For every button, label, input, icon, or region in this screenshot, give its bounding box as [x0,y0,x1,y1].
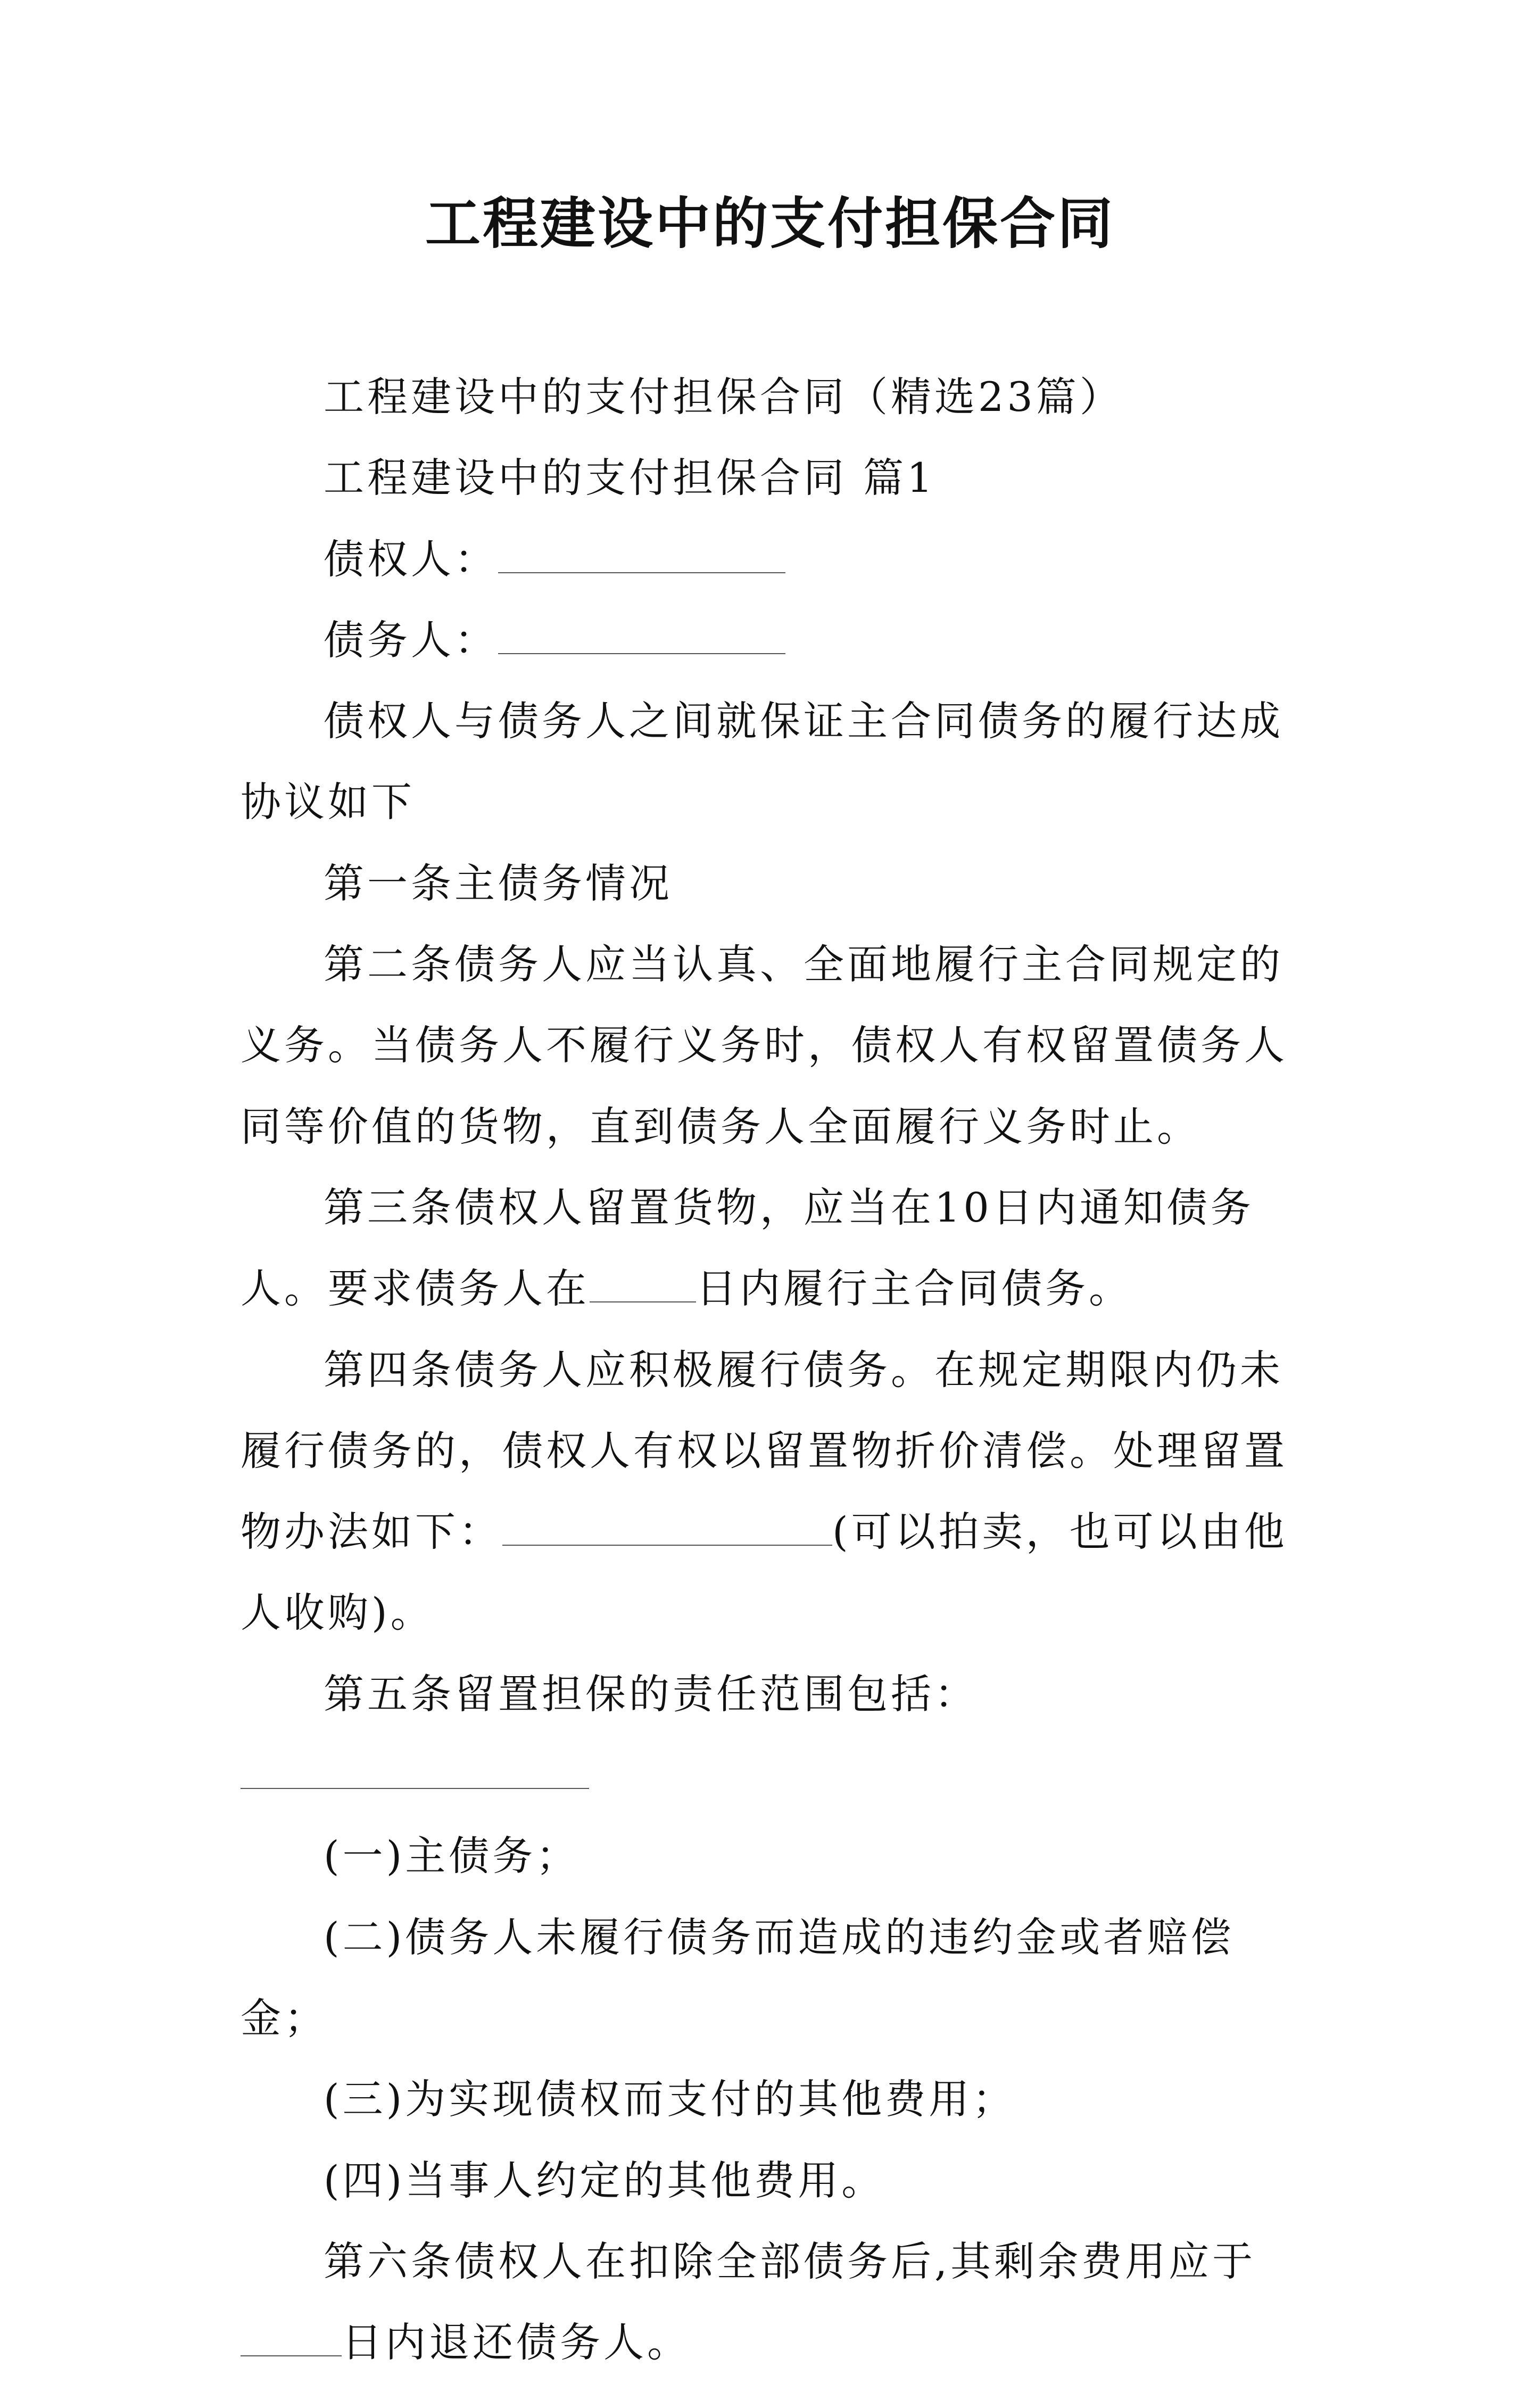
article-6-text-a: 第六条债权人在扣除全部债务后,其剩余费用应于 [324,2237,1256,2285]
preamble-paragraph: 债权人与债务人之间就保证主合同债务的履行达成协议如下 [241,697,1284,826]
article-6-days-blank [241,2323,342,2356]
article-3-text-a: 第三条债权人留置货物，应当在10日内通知债务人。要求债务人在 [241,1183,1254,1313]
article-6 [241,2221,1321,2383]
article-4 [241,1330,1321,1654]
debtor-line [241,600,1321,681]
creditor-label: 债权人： [324,535,498,583]
list-item: (二)债务人未履行债务而造成的违约金或者赔偿金； [241,1913,1235,2042]
document-title: 工程建设中的支付担保合同 [425,191,1115,256]
list-item: (三)为实现债权而支付的其他费用； [324,2075,1016,2123]
article-6-text-b: 日内退还债务人。 [342,2319,691,2366]
article-4-method-blank [502,1513,832,1546]
article-3-text-b: 日内履行主合同债务。 [696,1265,1132,1313]
article-4-text-a: 第四条债务人应积极履行债务。在规定期限内仍未履行债务的，债权人有权以留置物折价清偿。处理留置物办法如下： [241,1346,1288,1556]
article-4-text-b: (可以拍卖，也可以由他人收购)。 [241,1508,1288,1637]
list-item: (四)当事人约定的其他费用。 [324,2156,885,2204]
article-3 [241,1167,1321,1330]
article-5-scope-blank [241,1756,589,1789]
article-2: 第二条债务人应当认真、全面地履行主合同规定的义务。当债务人不履行义务时，债权人有权留置债务人同等价值的货物，直到债务人全面履行义务时止。 [241,941,1288,1150]
document-body [241,357,1321,2383]
article-5 [241,1654,1321,1816]
debtor-label: 债务人： [324,616,498,664]
article-3-days-blank [590,1269,696,1302]
article-5-text: 第五条留置担保的责任范围包括： [324,1670,978,1718]
debtor-blank [498,621,785,654]
creditor-line [241,519,1321,600]
subtitle-line: 工程建设中的支付担保合同（精选23篇） [324,373,1123,420]
creditor-blank [498,540,785,573]
article-1: 第一条主债务情况 [324,859,673,907]
list-item: (一)主债务； [324,1832,580,1880]
section-heading: 工程建设中的支付担保合同 篇1 [324,454,936,502]
